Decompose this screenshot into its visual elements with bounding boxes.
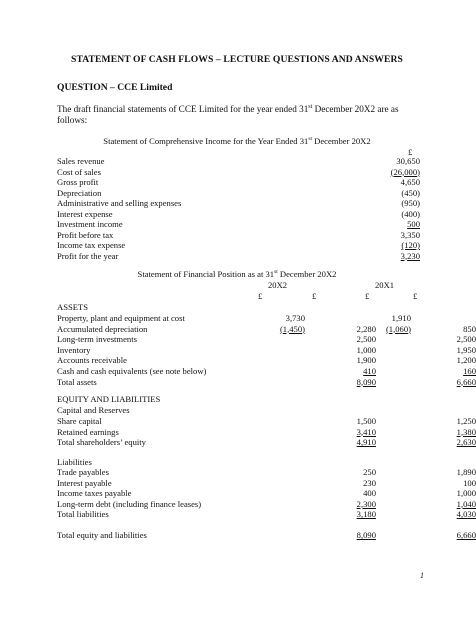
soci-row: [57, 167, 427, 178]
asset-row: [57, 334, 476, 345]
equity-row: [57, 416, 476, 427]
equity-row: [57, 426, 476, 438]
question-heading: QUESTION – CCE Limited: [57, 82, 173, 93]
liability-row: [57, 498, 476, 510]
currency-c3: £: [365, 291, 370, 301]
value-c4: 1,200: [456, 355, 476, 366]
value-c2: 2,280: [356, 323, 376, 334]
row-label: Long-term investments: [57, 334, 137, 345]
asset-row: [57, 323, 476, 335]
row-label: Total liabilities: [57, 509, 109, 520]
row-label: Total shareholders’ equity: [57, 437, 146, 447]
value-prior: 100: [463, 477, 476, 488]
soci-row: [57, 209, 427, 220]
sofp-year-current: 20X2: [268, 280, 288, 290]
intro-line-1: The draft financial statements of CCE Limited for the year ended 31st December 20X2 are as: [57, 104, 399, 115]
row-label: Profit for the year: [57, 250, 119, 261]
row-value: (950): [401, 198, 420, 208]
value-c4: 160: [463, 366, 476, 376]
row-label: Share capital: [57, 416, 102, 426]
soci-row: [57, 188, 427, 199]
asset-row: [57, 344, 476, 356]
sofp-heading: Statement of Financial Position as at 31st December 20X2: [137, 269, 337, 279]
value-current: 3,410: [356, 426, 376, 437]
value-c4: 6,660: [456, 376, 476, 387]
currency-c4: £: [413, 291, 418, 301]
soci-row: [57, 251, 427, 262]
value-c4: 850: [463, 323, 476, 334]
row-label: Administrative and selling expenses: [57, 198, 182, 208]
row-label: Interest expense: [57, 208, 113, 219]
row-label: Gross profit: [57, 177, 99, 187]
asset-row: [57, 376, 476, 388]
row-value: (120): [401, 240, 420, 250]
value-c2: 1,000: [356, 344, 376, 355]
row-value: 30,650: [396, 156, 420, 166]
row-label: Total equity and liabilities: [57, 530, 147, 540]
row-label: Sales revenue: [57, 156, 105, 166]
row-label: Retained earnings: [57, 426, 119, 437]
value-c3: (1,060): [385, 323, 411, 334]
row-label: Income tax expense: [57, 240, 126, 250]
value-c4: 2,500: [456, 334, 476, 345]
value-c1: 3,730: [285, 313, 305, 323]
liability-row: [57, 467, 476, 478]
asset-row: [57, 366, 476, 377]
value-prior: 4,030: [456, 509, 476, 520]
value-c3: 1,910: [391, 313, 411, 323]
soci-row: [57, 240, 427, 251]
value-prior: 1,250: [456, 416, 476, 426]
value-current: 3,180: [356, 509, 376, 520]
soci-row: [57, 198, 427, 209]
soci-row: [57, 177, 427, 188]
asset-row: [57, 355, 476, 366]
row-label: Accumulated depreciation: [57, 323, 148, 334]
row-value: (450): [401, 187, 420, 198]
total-equity-liabilities-row: [57, 530, 476, 541]
currency-c1: £: [258, 291, 263, 301]
row-value: 4,650: [400, 177, 420, 187]
value-current: 250: [363, 467, 376, 477]
soci-currency: £: [408, 147, 413, 157]
row-label: Long-term debt (including finance leases): [57, 498, 202, 509]
row-value: 3,350: [400, 229, 420, 240]
value-c2: 410: [363, 366, 376, 376]
row-label: Property, plant and equipment at cost: [57, 313, 185, 323]
liabilities-heading: Liabilities: [57, 457, 92, 467]
row-label: Cost of sales: [57, 166, 101, 177]
row-value: (400): [401, 208, 420, 219]
asset-row: [57, 313, 427, 324]
value-c1: (1,450): [279, 323, 305, 334]
soci-row: [57, 156, 427, 167]
value-prior: 1,890: [456, 467, 476, 477]
value-current: 230: [363, 477, 376, 488]
liability-row: [57, 477, 476, 489]
value-current: 400: [363, 488, 376, 499]
liability-row: [57, 488, 476, 499]
value-current: 1,500: [356, 416, 376, 426]
value-c2: 2,500: [356, 334, 376, 345]
page-number: 1: [420, 571, 424, 580]
soci-row: [57, 230, 427, 241]
assets-heading: ASSETS: [57, 302, 89, 312]
value-current: 2,300: [356, 498, 376, 509]
soci-row: [57, 219, 427, 230]
row-value: 3,230: [400, 250, 420, 261]
soci-heading: Statement of Comprehensive Income for the Year Ended 31st December 20X2: [103, 136, 371, 146]
value-prior: 1,000: [456, 488, 476, 499]
currency-c2: £: [312, 291, 317, 301]
page-title: STATEMENT OF CASH FLOWS – LECTURE QUESTIONS AND ANSWERS: [71, 54, 403, 65]
row-label: Total assets: [57, 376, 97, 387]
sofp-year-prior: 20X1: [375, 280, 395, 290]
row-value: (26,000): [390, 166, 420, 177]
value-c2: 8,090: [356, 376, 376, 387]
row-label: Cash and cash equivalents (see note below): [57, 366, 207, 376]
row-label: Inventory: [57, 344, 91, 355]
row-label: Trade payables: [57, 467, 109, 477]
value-c2: 1,900: [356, 355, 376, 366]
row-label: Income taxes payable: [57, 488, 132, 499]
row-label: Investment income: [57, 219, 123, 229]
row-label: Interest payable: [57, 477, 112, 488]
value-current: 8,090: [356, 530, 376, 540]
value-prior: 1,040: [456, 498, 476, 509]
value-current: 4,910: [356, 437, 376, 447]
value-c4: 1,950: [456, 344, 476, 355]
intro-line-2: follows:: [57, 115, 88, 125]
equity-liabilities-heading: EQUITY AND LIABILITIES: [57, 394, 161, 404]
liability-row: [57, 509, 476, 520]
equity-row: [57, 437, 476, 448]
row-label: Depreciation: [57, 187, 102, 198]
capital-reserves-heading: Capital and Reserves: [57, 405, 130, 415]
row-label: Profit before tax: [57, 229, 114, 240]
row-label: Accounts receivable: [57, 355, 127, 366]
value-prior: 2,630: [456, 437, 476, 447]
value-prior: 6,660: [456, 530, 476, 540]
row-value: 500: [407, 219, 420, 229]
value-prior: 1,380: [456, 426, 476, 437]
